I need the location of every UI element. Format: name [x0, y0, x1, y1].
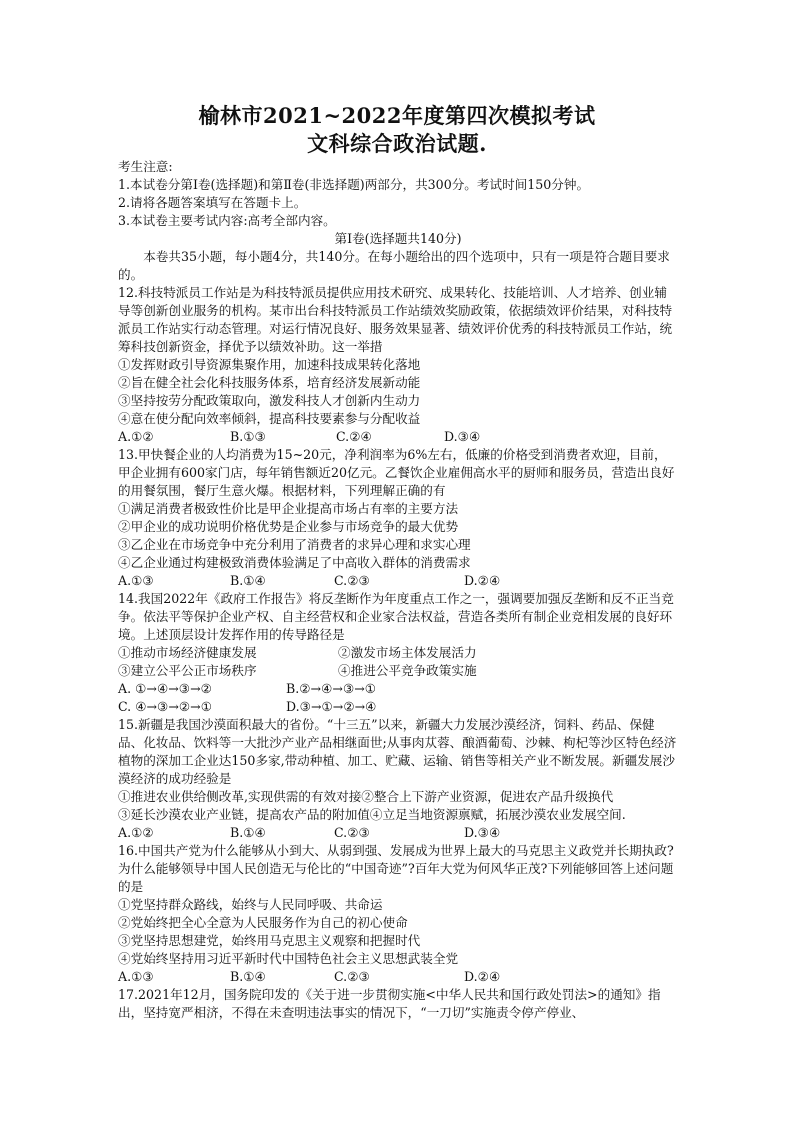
question-13: [118, 446, 678, 590]
notice-item: 2.请将各题答案填写在答题卡上。: [118, 195, 307, 210]
option-a: A.①②: [118, 825, 154, 840]
option-a: A.①②: [118, 429, 154, 444]
statement: ④推进公平竞争政策实施: [338, 663, 477, 678]
option-c: C.②④: [336, 429, 372, 444]
option-a: A.①③: [118, 573, 154, 588]
statement: ①推动市场经济健康发展: [118, 645, 257, 660]
question-stem: 17.2021年12月，国务院印发的《关于进一步贯彻实施<中华人民共和国行政处罚法>的通知》指出，坚持宽严相济，不得在未查明违法事实的情况下，“一刀切”实施责令停产停业、: [118, 987, 661, 1020]
question-17: [118, 986, 678, 1022]
answer-options: [118, 698, 678, 716]
question-12: [118, 284, 678, 446]
question-stem: 15.新疆是我国沙漠面积最大的省份。“十三五”以来，新疆大力发展沙漠经济，饲料、药品、保健品、化妆品、饮料等一大批沙产业产品相继面世;从事肉苁蓉、酿酒葡萄、沙棘、枸杞等沙区特色经济植物的深加工企业达150多家,带动种植、加工、贮藏、运输、销售等相关产业不断发展。新疆发展沙漠经济的成功经验是: [118, 717, 677, 786]
answer-options: [118, 428, 678, 446]
question-stem: 13.甲快餐企业的人均消费为15~20元，净利润率为6%左右，低廉的价格受到消费者欢迎，目前，甲企业拥有600家门店，每年销售额近20亿元。乙餐饮企业雇佣高水平的厨师和服务员，营造出良好的用餐氛围，餐厅生意火爆。根据材料，下列理解正确的有: [118, 447, 675, 498]
statement: ①党坚持群众路线，始终与人民同呼吸、共命运: [118, 897, 383, 912]
question-stem: 16.中国共产党为什么能够从小到大、从弱到强、发展成为世界上最大的马克思主义政党并长期执政?为什么能够领导中国人民创造无与伦比的“中国奇迹”?百年大党为何风华正茂?下列能够回答上述问题的是: [118, 843, 674, 894]
answer-options: [118, 968, 678, 986]
statement: ②激发市场主体发展活力: [338, 645, 477, 660]
answer-options: [118, 680, 678, 698]
statement: ④乙企业通过构建极致消费体验满足了中高收入群体的消费需求: [118, 555, 471, 570]
statement-row: [118, 644, 678, 662]
statement: ③延长沙漠农业产业链，提高农产品的附加值④立足当地资源禀赋，拓展沙漠农业发展空间.: [118, 807, 626, 822]
option-c: C.②③: [334, 825, 370, 840]
option-c: C.②③: [334, 573, 370, 588]
statement: ③建立公平公正市场秩序: [118, 663, 257, 678]
statement: ③乙企业在市场竞争中充分利用了消费者的求异心理和求实心理: [118, 537, 471, 552]
exam-title: 榆林市2021~2022年度第四次模拟考试: [198, 103, 596, 128]
answer-options: [118, 824, 678, 842]
option-b: B.①④: [230, 969, 266, 984]
statement: ①推进农业供给侧改革,实现供需的有效对接②整合上下游产业资源，促进农产品升级换代: [118, 789, 614, 804]
option-d: D.③④: [464, 825, 501, 840]
option-c: C.②③: [334, 969, 370, 984]
option-a: A. ①→④→③→②: [118, 681, 212, 696]
option-c: C. ④→③→②→①: [118, 699, 213, 714]
option-d: D.②④: [464, 969, 501, 984]
option-b: B.①③: [230, 429, 266, 444]
statement: ①满足消费者极致性价比是甲企业提高市场占有率的主要方法: [118, 501, 459, 516]
option-b: B.②→④→③→①: [286, 681, 377, 696]
exam-subtitle: 文科综合政治试题.: [307, 131, 487, 156]
section-title: 第Ⅰ卷(选择题共140分): [334, 231, 462, 246]
option-b: B.①④: [230, 825, 266, 840]
option-d: D.③④: [444, 429, 481, 444]
question-14: [118, 590, 678, 716]
notice-item: 3.本试卷主要考试内容:高考全部内容。: [118, 213, 336, 228]
notice-item: 1.本试卷分第Ⅰ卷(选择题)和第Ⅱ卷(非选择题)两部分，共300分。考试时间150分钟。: [118, 177, 590, 192]
option-a: A.①③: [118, 969, 154, 984]
statement: ④党始终坚持用习近平新时代中国特色社会主义思想武装全党: [118, 951, 459, 966]
question-15: [118, 716, 678, 842]
notice-heading: 考生注意:: [118, 159, 173, 174]
statement: ②旨在健全社会化科技服务体系，培育经济发展新动能: [118, 375, 421, 390]
statement: ②甲企业的成功说明价格优势是企业参与市场竞争的最大优势: [118, 519, 459, 534]
option-d: D.③→①→②→④: [286, 699, 377, 714]
answer-options: [118, 572, 678, 590]
option-d: D.②④: [464, 573, 501, 588]
exam-content: [118, 158, 678, 1022]
section-instruction: 本卷共35小题，每小题4分，共140分。在每小题给出的四个选项中，只有一项是符合题目要求的。: [118, 249, 670, 282]
statement-row: [118, 662, 678, 680]
statement: ②党始终把全心全意为人民服务作为自己的初心使命: [118, 915, 408, 930]
question-stem: 12.科技特派员工作站是为科技特派员提供应用技术研究、成果转化、技能培训、人才培养、创业辅导等创新创业服务的机构。某市出台科技特派员工作站绩效奖励政策，依据绩效评价结果，对科技特派员工作站实行动态管理。对运行情况良好、服务效果显著、绩效评价优秀的科技特派员工作站，统筹科技创新资金，择优予以绩效补助。这一举措: [118, 285, 673, 354]
statement: ③党坚持思想建党，始终用马克思主义观察和把握时代: [118, 933, 421, 948]
option-b: B.①④: [230, 573, 266, 588]
question-stem: 14.我国2022年《政府工作报告》将反垄断作为年度重点工作之一，强调要加强反垄断和反不正当竞争。依法平等保护企业产权、自主经营权和企业家合法权益，营造各类所有制企业竞相发展的良好环境。上述顶层设计发挥作用的传导路径是: [118, 591, 674, 642]
question-16: [118, 842, 678, 986]
statement: ①发挥财政引导资源集聚作用，加速科技成果转化落地: [118, 357, 421, 372]
statement: ③坚持按劳分配政策取向，激发科技人才创新内生动力: [118, 393, 421, 408]
statement: ④意在使分配向效率倾斜，提高科技要素参与分配收益: [118, 411, 421, 426]
